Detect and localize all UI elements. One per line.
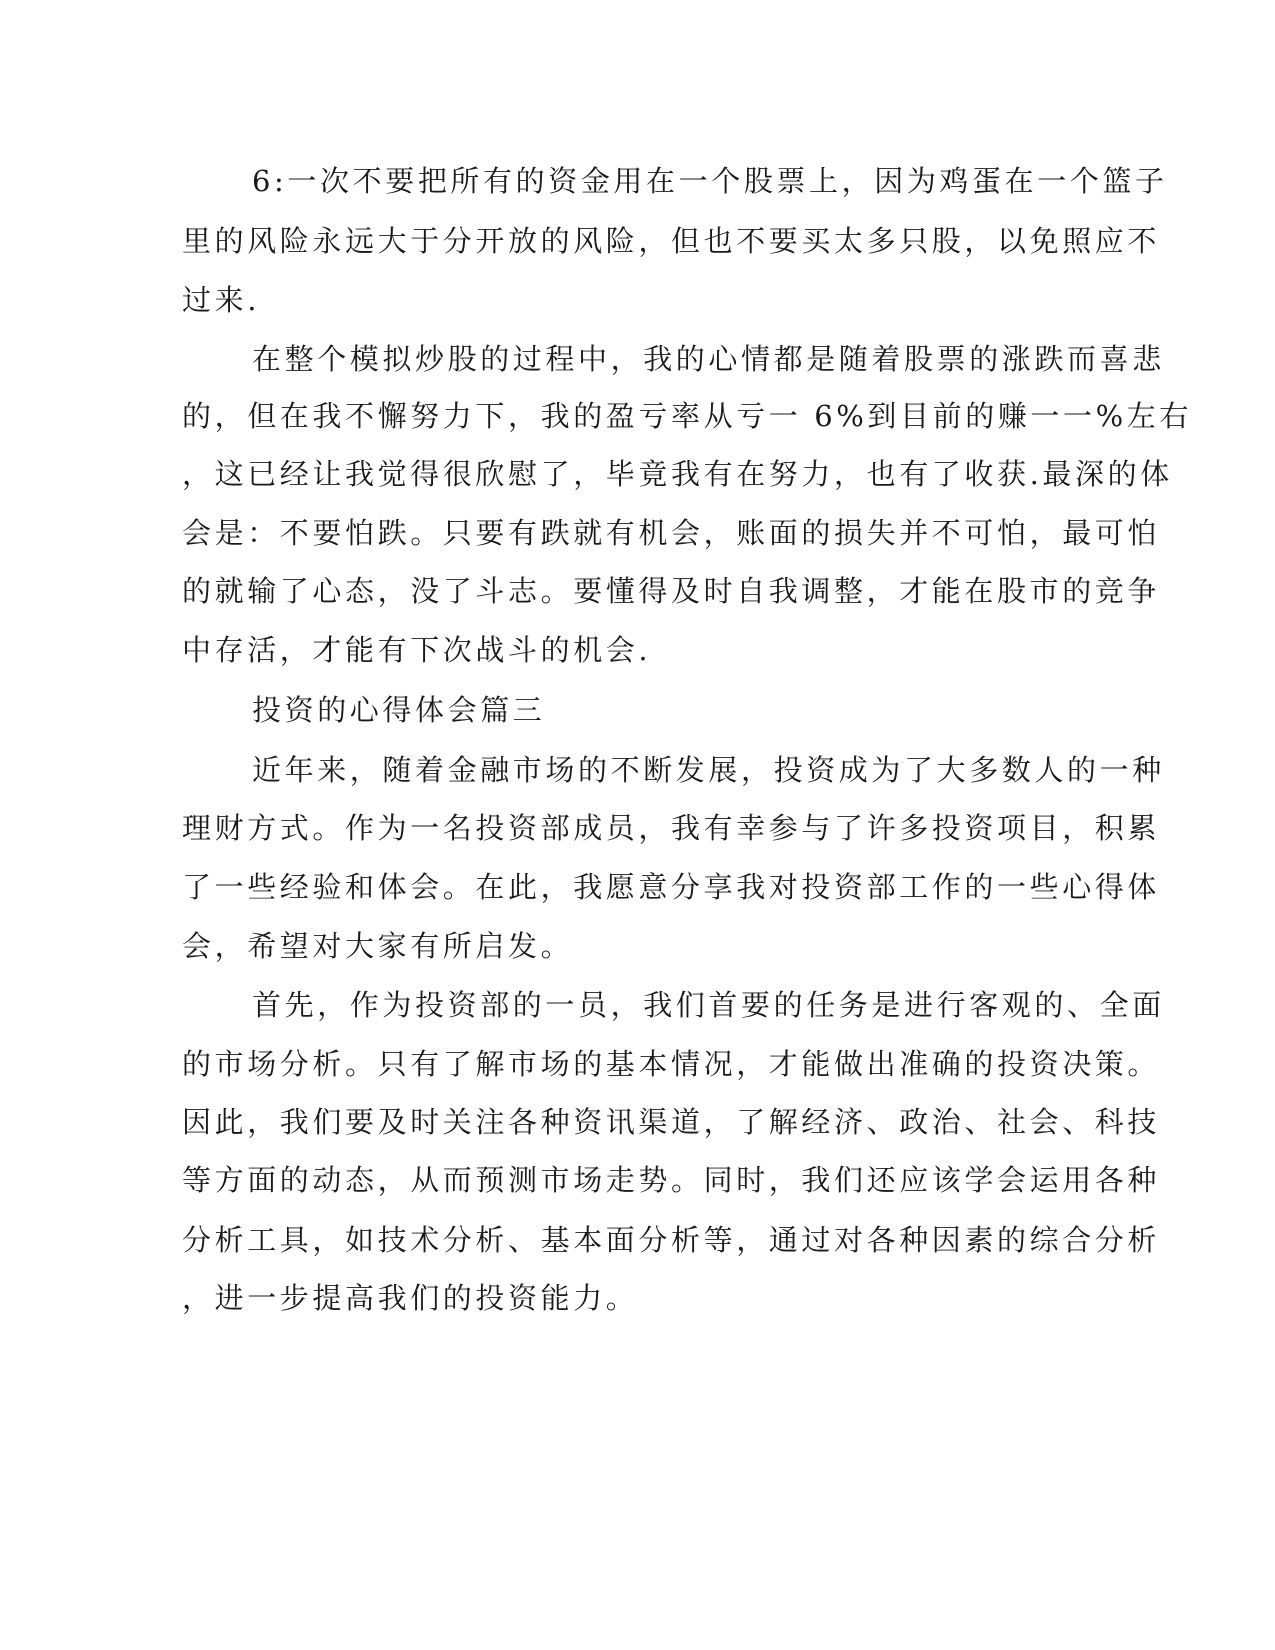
paragraph-line: 因此，我们要及时关注各种资讯渠道，了解经济、政治、社会、科技 <box>182 1105 1161 1139</box>
paragraph-line: 在整个模拟炒股的过程中，我的心情都是随着股票的涨跌而喜悲 <box>252 342 1165 376</box>
paragraph-line: 的市场分析。只有了解市场的基本情况，才能做出准确的投资决策。 <box>182 1047 1161 1081</box>
paragraph-line: 理财方式。作为一名投资部成员，我有幸参与了许多投资项目，积累 <box>182 811 1161 845</box>
paragraph-line: 等方面的动态，从而预测市场走势。同时，我们还应该学会运用各种 <box>182 1163 1161 1197</box>
paragraph-line: 中存活，才能有下次战斗的机会. <box>182 633 652 667</box>
paragraph-line: 里的风险永远大于分开放的风险，但也不要买太多只股，以免照应不 <box>182 224 1161 258</box>
paragraph-line: 近年来，随着金融市场的不断发展，投资成为了大多数人的一种 <box>252 753 1165 787</box>
paragraph-line: ，这已经让我觉得很欣慰了，毕竟我有在努力，也有了收获.最深的体 <box>182 457 1173 491</box>
paragraph-line: 了一些经验和体会。在此，我愿意分享我对投资部工作的一些心得体 <box>182 870 1161 904</box>
paragraph-line: 会，希望对大家有所启发。 <box>182 929 574 963</box>
section-heading: 投资的心得体会篇三 <box>252 693 546 727</box>
paragraph-line: 分析工具，如技术分析、基本面分析等，通过对各种因素的综合分析 <box>182 1223 1161 1257</box>
paragraph-line: 6:一次不要把所有的资金用在一个股票上，因为鸡蛋在一个篮子 <box>252 164 1168 198</box>
paragraph-line: 会是：不要怕跌。只要有跌就有机会，账面的损失并不可怕，最可怕 <box>182 516 1161 550</box>
paragraph-line: ，进一步提高我们的投资能力。 <box>182 1281 639 1315</box>
paragraph-line: 的，但在我不懈努力下，我的盈亏率从亏一 6%到目前的赚一一%左右 <box>182 399 1192 433</box>
paragraph-line: 的就输了心态，没了斗志。要懂得及时自我调整，才能在股市的竞争 <box>182 574 1161 608</box>
paragraph-line: 过来. <box>182 283 261 317</box>
paragraph-line: 首先，作为投资部的一员，我们首要的任务是进行客观的、全面 <box>252 988 1165 1022</box>
